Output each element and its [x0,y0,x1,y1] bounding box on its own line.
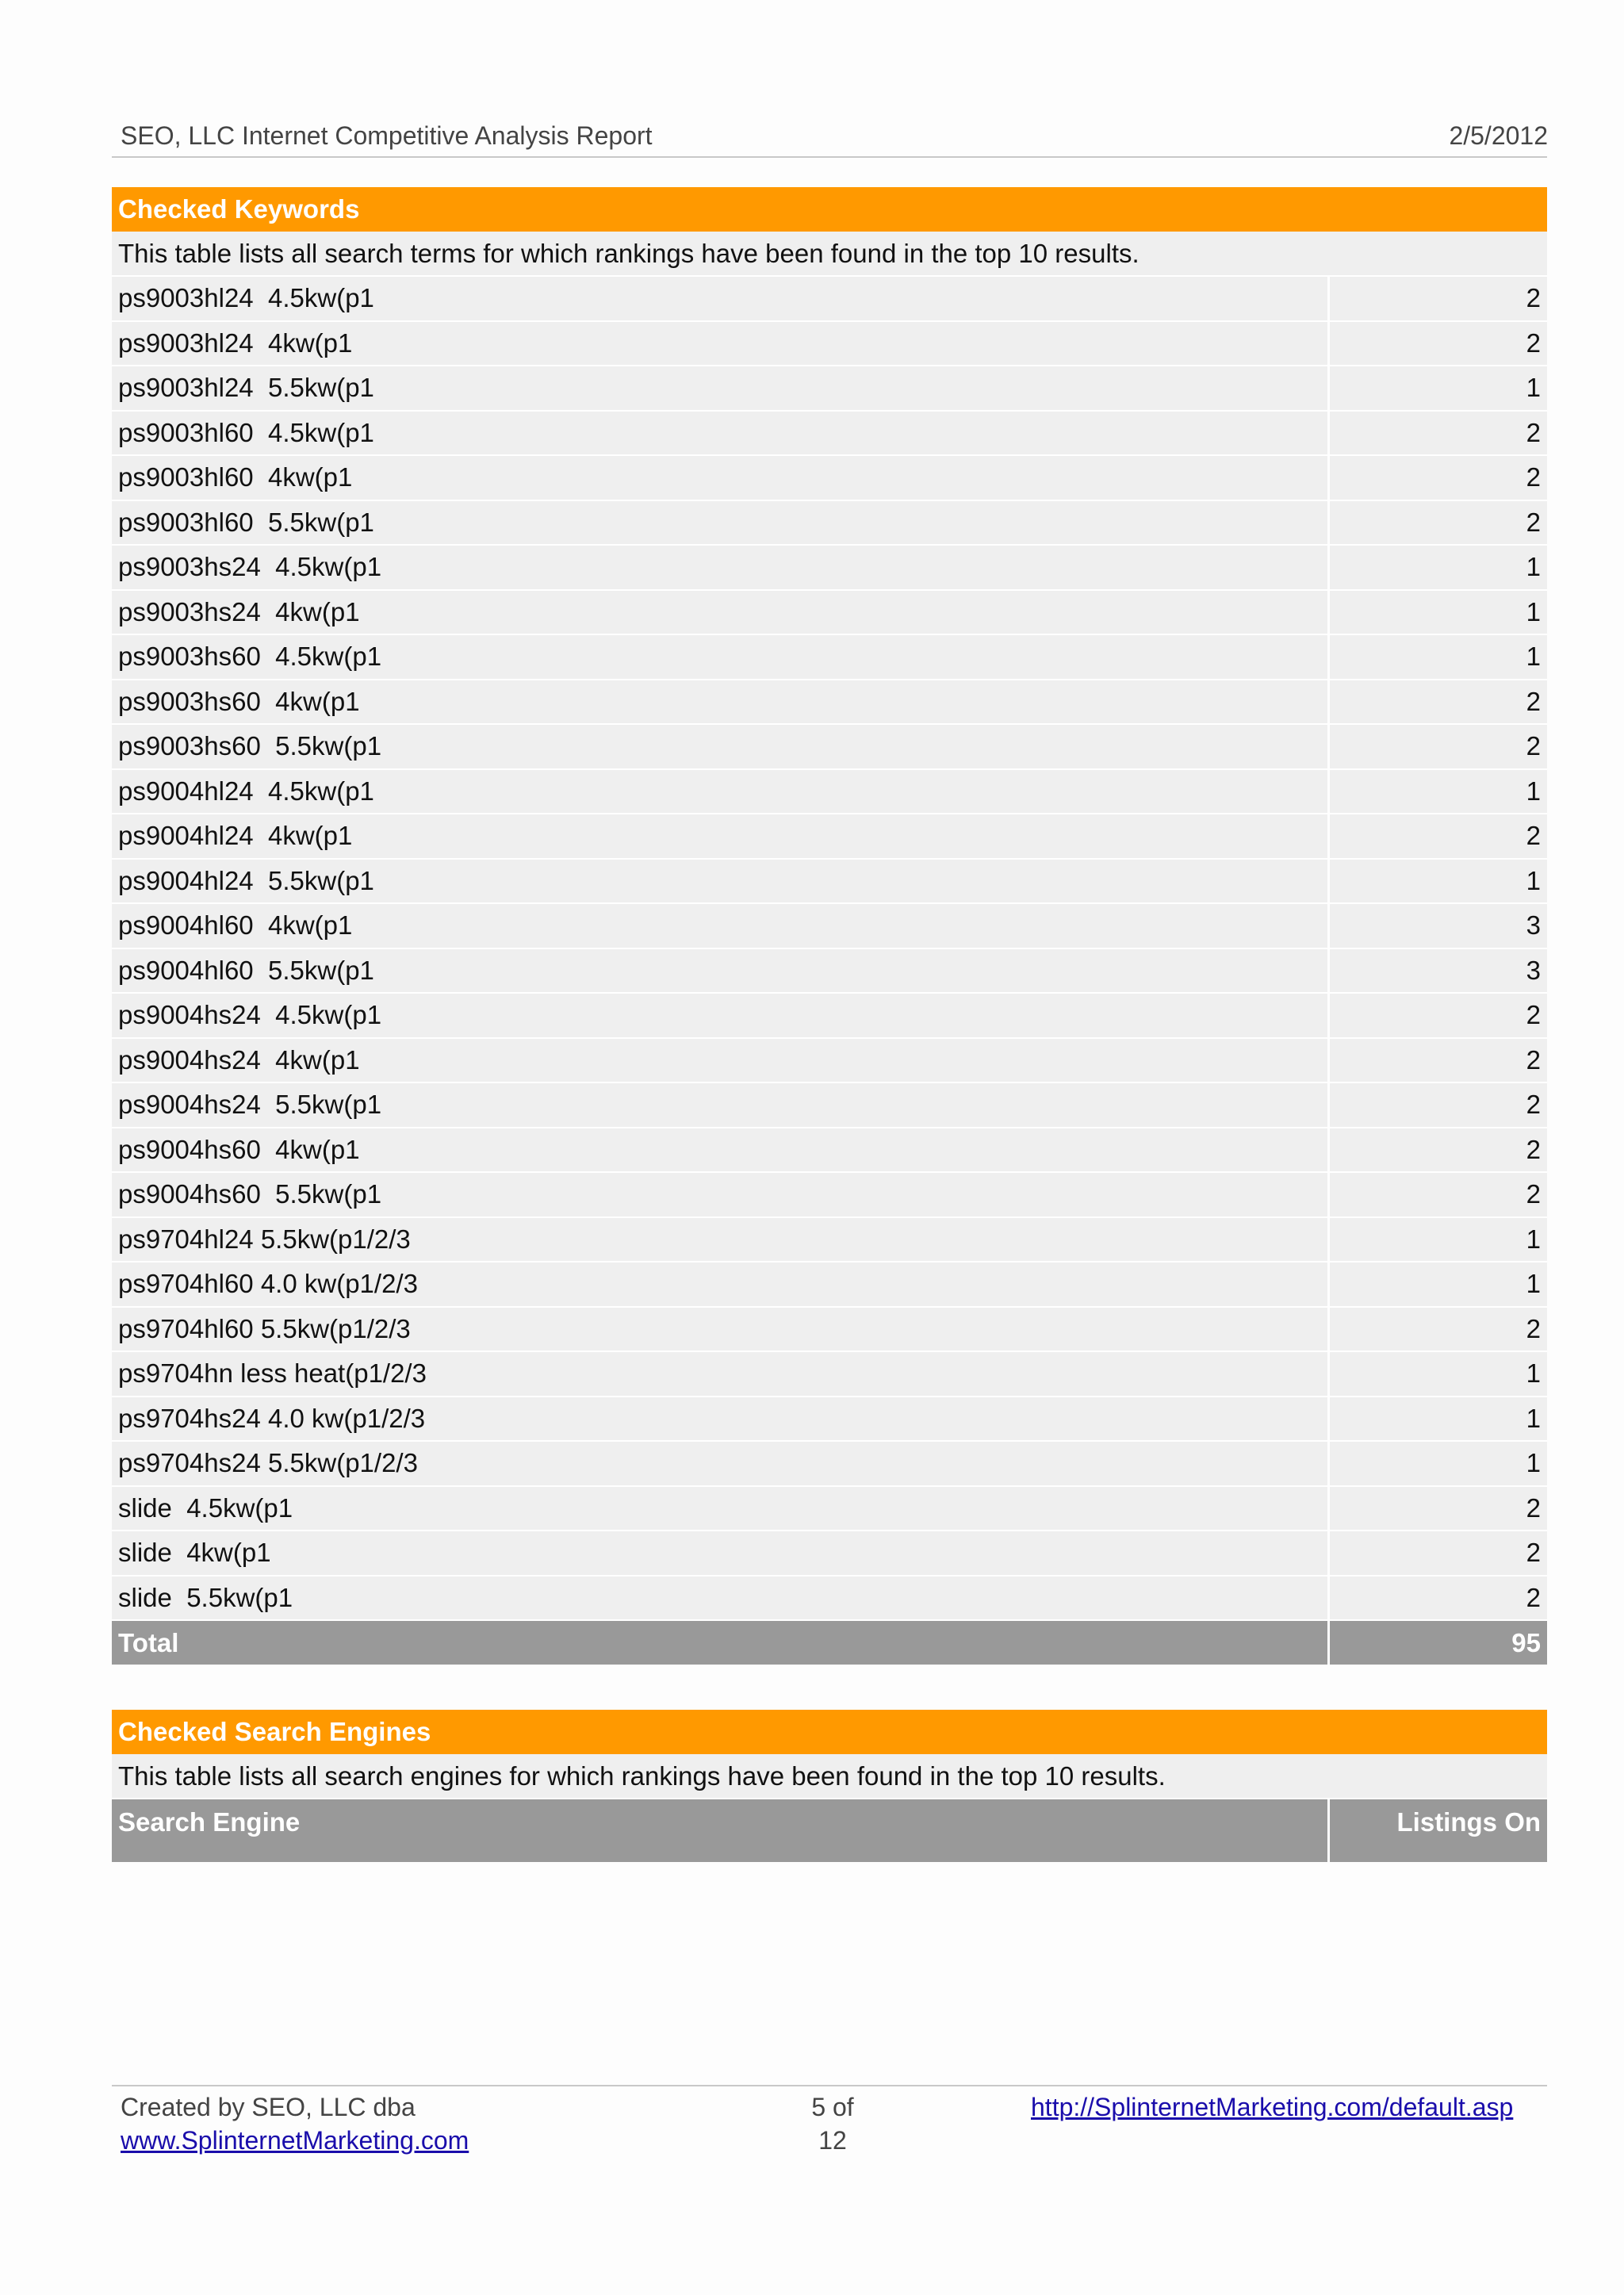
keyword-term: ps9003hl60 4.5kw(p1 [112,411,1328,456]
keyword-row [112,993,1547,1038]
keyword-term: ps9003hl24 4kw(p1 [112,321,1328,366]
keyword-count: 2 [1328,814,1547,859]
page-number-total: 12 [818,2126,847,2155]
checked-search-engines-description: This table lists all search engines for which rankings have been found in the top 10 results. [112,1754,1547,1799]
keyword-term: ps9003hs60 4.5kw(p1 [112,634,1328,680]
keyword-term: slide 4kw(p1 [112,1531,1328,1576]
keyword-count: 1 [1328,1397,1547,1442]
keyword-term: ps9704hl60 4.0 kw(p1/2/3 [112,1262,1328,1307]
keyword-row [112,411,1547,456]
checked-keywords-title: Checked Keywords [112,187,1547,232]
keyword-row [112,590,1547,635]
keyword-term: ps9004hl60 4kw(p1 [112,903,1328,948]
keyword-term: ps9004hl24 4kw(p1 [112,814,1328,859]
keyword-row [112,814,1547,859]
footer-credit [121,2090,469,2157]
keyword-count: 2 [1328,1172,1547,1217]
page-number-current: 5 of [811,2093,854,2121]
keyword-row [112,1576,1547,1621]
keyword-row [112,1128,1547,1173]
keyword-row [112,859,1547,904]
keyword-count: 2 [1328,1038,1547,1083]
keyword-term: ps9003hl60 4kw(p1 [112,455,1328,500]
keyword-term: ps9004hs60 4kw(p1 [112,1128,1328,1173]
keyword-row [112,1441,1547,1486]
checked-search-engines-table [112,1710,1547,1862]
keyword-row [112,1217,1547,1262]
keyword-count: 2 [1328,411,1547,456]
keyword-row [112,366,1547,411]
keyword-count: 2 [1328,500,1547,546]
keyword-count: 2 [1328,1082,1547,1128]
checked-keywords-description: This table lists all search terms for which rankings have been found in the top 10 results. [112,232,1547,276]
keyword-count: 1 [1328,366,1547,411]
keyword-term: ps9004hs24 5.5kw(p1 [112,1082,1328,1128]
keyword-row [112,1082,1547,1128]
footer-divider [112,2085,1547,2086]
keyword-count: 1 [1328,769,1547,814]
keyword-count: 1 [1328,859,1547,904]
checked-keywords-table [112,187,1547,1665]
total-row [112,1620,1547,1665]
keyword-count: 2 [1328,1486,1547,1531]
keyword-count: 2 [1328,276,1547,321]
page-header [121,116,1548,155]
footer-url [1031,2090,1513,2124]
total-value: 95 [1328,1620,1547,1665]
keyword-row [112,321,1547,366]
keyword-count: 2 [1328,455,1547,500]
keyword-row [112,1486,1547,1531]
keyword-term: ps9704hs24 5.5kw(p1/2/3 [112,1441,1328,1486]
checked-search-engines-title: Checked Search Engines [112,1710,1547,1754]
keyword-row [112,769,1547,814]
keyword-term: ps9003hl60 5.5kw(p1 [112,500,1328,546]
keyword-row [112,545,1547,590]
keyword-count: 3 [1328,948,1547,994]
keyword-term: ps9003hs24 4.5kw(p1 [112,545,1328,590]
search-engine-column-label: Search Engine [112,1799,1328,1862]
keyword-term: ps9004hs24 4.5kw(p1 [112,993,1328,1038]
keyword-row [112,1307,1547,1352]
keyword-count: 1 [1328,1217,1547,1262]
header-divider [112,156,1547,158]
keyword-count: 2 [1328,321,1547,366]
keyword-count: 2 [1328,993,1547,1038]
keyword-count: 1 [1328,1441,1547,1486]
created-by-text: Created by SEO, LLC dba [121,2093,416,2121]
report-date: 2/5/2012 [1449,121,1548,150]
keyword-count: 2 [1328,680,1547,725]
keyword-count: 2 [1328,1128,1547,1173]
keyword-row [112,1172,1547,1217]
keyword-count: 2 [1328,1531,1547,1576]
keyword-term: ps9704hs24 4.0 kw(p1/2/3 [112,1397,1328,1442]
keyword-row [112,1531,1547,1576]
keyword-row [112,455,1547,500]
keyword-row [112,948,1547,994]
keyword-term: ps9704hl24 5.5kw(p1/2/3 [112,1217,1328,1262]
keyword-row [112,276,1547,321]
keyword-term: ps9704hl60 5.5kw(p1/2/3 [112,1307,1328,1352]
keyword-row [112,1351,1547,1397]
keyword-term: ps9004hs60 5.5kw(p1 [112,1172,1328,1217]
search-engines-column-header [112,1799,1547,1862]
keyword-count: 1 [1328,545,1547,590]
keyword-row [112,1397,1547,1442]
keyword-term: slide 4.5kw(p1 [112,1486,1328,1531]
keyword-count: 2 [1328,1307,1547,1352]
page-number [793,2090,872,2157]
keyword-count: 1 [1328,1262,1547,1307]
keyword-row [112,680,1547,725]
keyword-rows [112,276,1547,1620]
keyword-term: ps9003hl24 5.5kw(p1 [112,366,1328,411]
keyword-term: ps9003hs24 4kw(p1 [112,590,1328,635]
keyword-count: 1 [1328,634,1547,680]
keyword-count: 2 [1328,1576,1547,1621]
keyword-term: ps9004hl60 5.5kw(p1 [112,948,1328,994]
keyword-term: ps9004hl24 4.5kw(p1 [112,769,1328,814]
keyword-term: ps9003hs60 4kw(p1 [112,680,1328,725]
keyword-count: 3 [1328,903,1547,948]
keyword-row [112,1262,1547,1307]
default-page-link[interactable]: http://SplinternetMarketing.com/default.asp [1031,2093,1514,2121]
keyword-term: ps9004hl24 5.5kw(p1 [112,859,1328,904]
keyword-term: ps9004hs24 4kw(p1 [112,1038,1328,1083]
keyword-term: ps9003hl24 4.5kw(p1 [112,276,1328,321]
keyword-row [112,903,1547,948]
total-label: Total [112,1620,1328,1665]
keyword-count: 1 [1328,590,1547,635]
keyword-row [112,634,1547,680]
keyword-term: slide 5.5kw(p1 [112,1576,1328,1621]
keyword-row [112,1038,1547,1083]
keyword-term: ps9704hn less heat(p1/2/3 [112,1351,1328,1397]
keyword-row [112,724,1547,769]
keyword-row [112,500,1547,546]
keyword-term: ps9003hs60 5.5kw(p1 [112,724,1328,769]
listings-on-column-label: Listings On [1328,1799,1547,1862]
report-title: SEO, LLC Internet Competitive Analysis Report [121,121,653,150]
site-link[interactable]: www.SplinternetMarketing.com [121,2126,469,2155]
keyword-count: 1 [1328,1351,1547,1397]
keyword-count: 2 [1328,724,1547,769]
